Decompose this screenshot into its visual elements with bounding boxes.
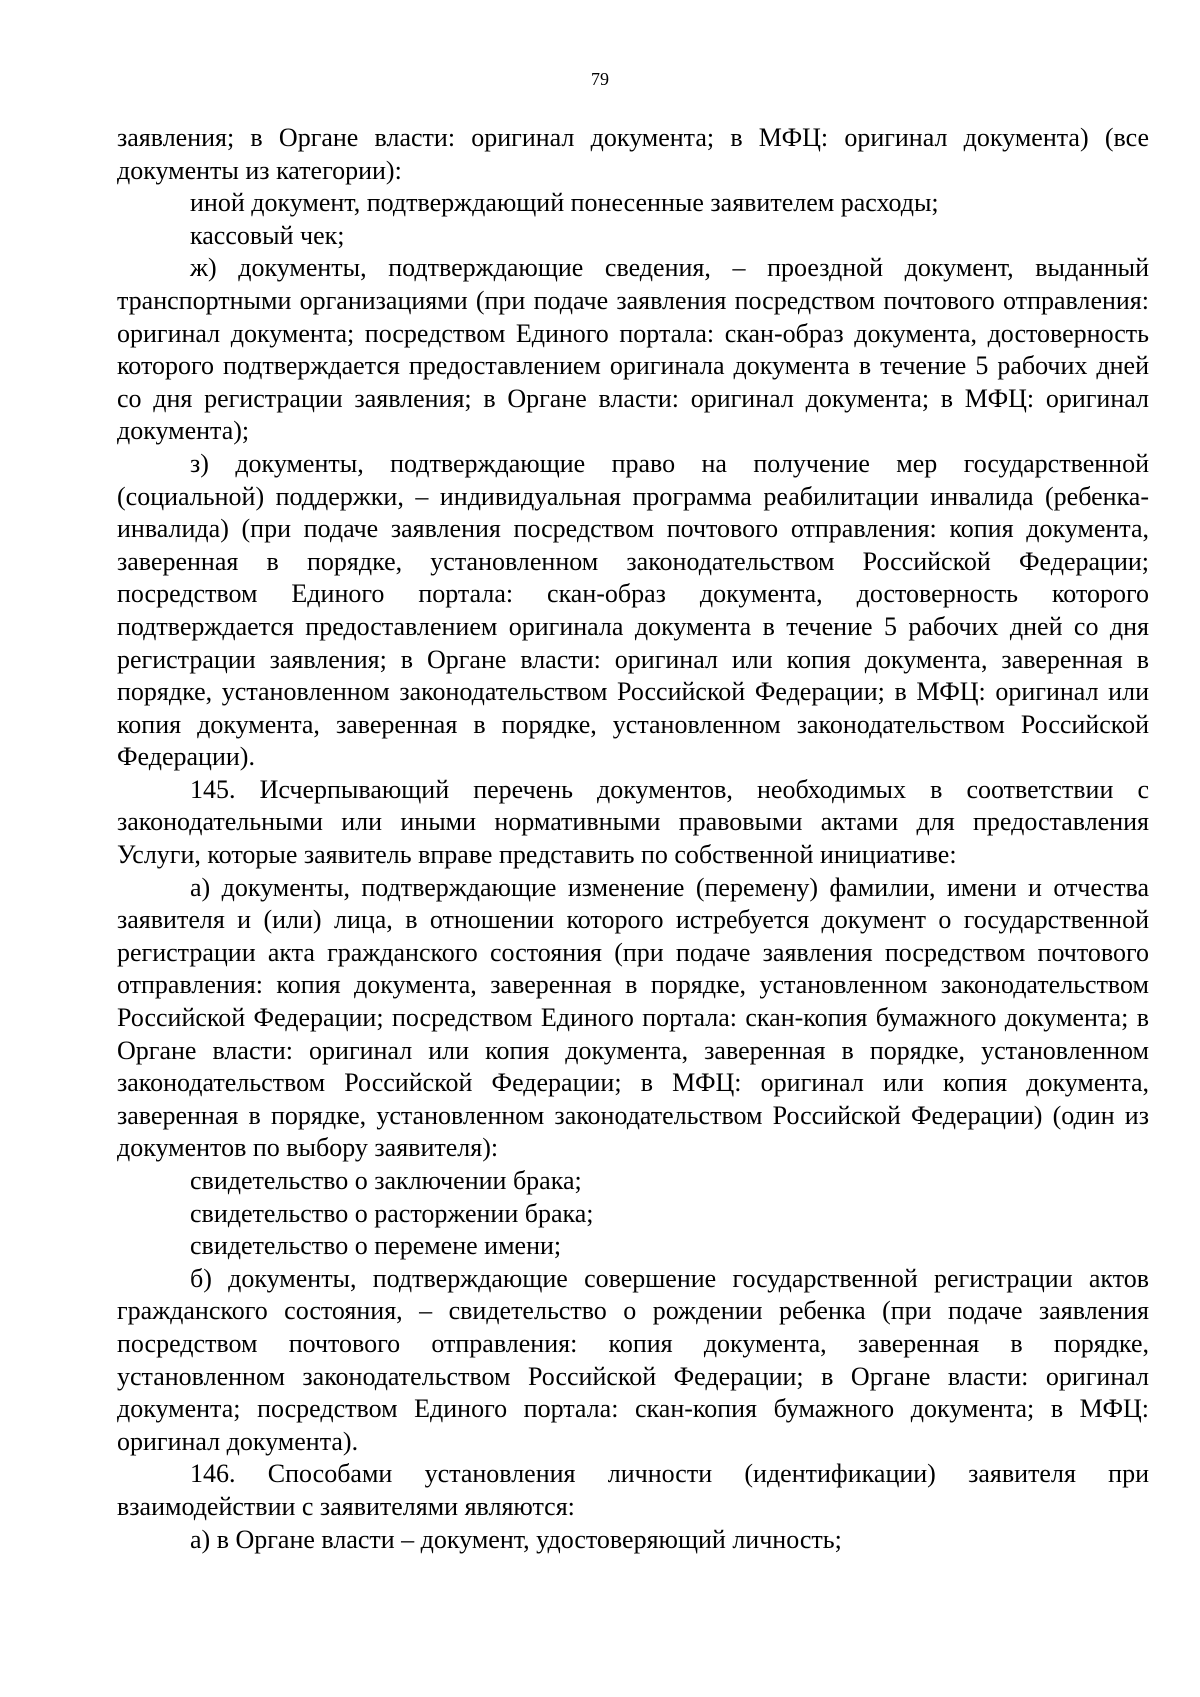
subitem-z-rehabilitation-program: з) документы, подтверждающие право на получение мер государственной (социальной) поддержки, – индивидуальная программа реабилитации инвалида (ребенка-инвалида) (при подаче заявления посредством почтового отправления: копия документа, заверенная в порядке, установленном законодательством Российской Федерации; посредством Единого портала: скан-образ документа, достоверность которого подтверждается предоставлением оригинала документа в течение 5 рабочих дней со дня регистрации заявления; в Органе власти: оригинал или копия документа, заверенная в порядке, установленном законодательством Российской Федерации; в МФЦ: оригинал или копия документа, заверенная в порядке, установленном законодательством Российской Федерации).: [117, 448, 1149, 772]
paragraph-continuation: заявления; в Органе власти: оригинал документа; в МФЦ: оригинал документа) (все документы из категории):: [117, 123, 1149, 185]
list-item-name-change-certificate: свидетельство о перемене имени;: [190, 1231, 562, 1261]
clause-145: 145. Исчерпывающий перечень документов, необходимых в соответствии с законодательными или иными нормативными правовыми актами для предоставления Услуги, которые заявитель вправе представить по собственной инициативе:: [117, 774, 1149, 870]
list-item-marriage-certificate: свидетельство о заключении брака;: [190, 1166, 582, 1195]
list-item-divorce-certificate: свидетельство о расторжении брака;: [190, 1198, 594, 1228]
document-body: [117, 122, 1149, 1556]
page-number: 79: [591, 69, 609, 89]
subitem-zh-travel-document: ж) документы, подтверждающие сведения, – проездной документ, выданный транспортными организациями (при подаче заявления посредством почтового отправления: оригинал документа; посредством Единого портала: скан-образ документа, достоверность которого подтверждается предоставлением оригинала документа в течение 5 рабочих дней со дня регистрации заявления; в Органе власти: оригинал документа; в МФЦ: оригинал документа);: [117, 253, 1149, 446]
subitem-b-birth-certificate: б) документы, подтверждающие совершение государственной регистрации актов гражданского состояния, – свидетельство о рождении ребенка (при подаче заявления посредством почтового отправления: копия документа, заверенная в порядке, установленном законодательством Российской Федерации; в Органе власти: оригинал документа; посредством Единого портала: скан-копия бумажного документа; в МФЦ: оригинал документа).: [117, 1263, 1149, 1456]
list-item-cash-receipt: кассовый чек;: [190, 220, 345, 250]
subitem-a-identity-document: а) в Органе власти – документ, удостоверяющий личность;: [190, 1524, 842, 1554]
clause-146: 146. Способами установления личности (идентификации) заявителя при взаимодействии с заявителями являются:: [117, 1459, 1149, 1521]
list-item-other-document: иной документ, подтверждающий понесенные заявителем расходы;: [190, 188, 939, 218]
subitem-a-name-change-documents: а) документы, подтверждающие изменение (перемену) фамилии, имени и отчества заявителя и (или) лица, в отношении которого истребуется документ о государственной регистрации акта гражданского состояния (при подаче заявления посредством почтового отправления: копия документа, заверенная в порядке, установленном законодательством Российской Федерации; посредством Единого портала: скан-копия бумажного документа; в Органе власти: оригинал или копия документа, заверенная в порядке, установленном законодательством Российской Федерации; в МФЦ: оригинал или копия документа, заверенная в порядке, установленном законодательством Российской Федерации) (один из документов по выбору заявителя):: [117, 872, 1149, 1163]
